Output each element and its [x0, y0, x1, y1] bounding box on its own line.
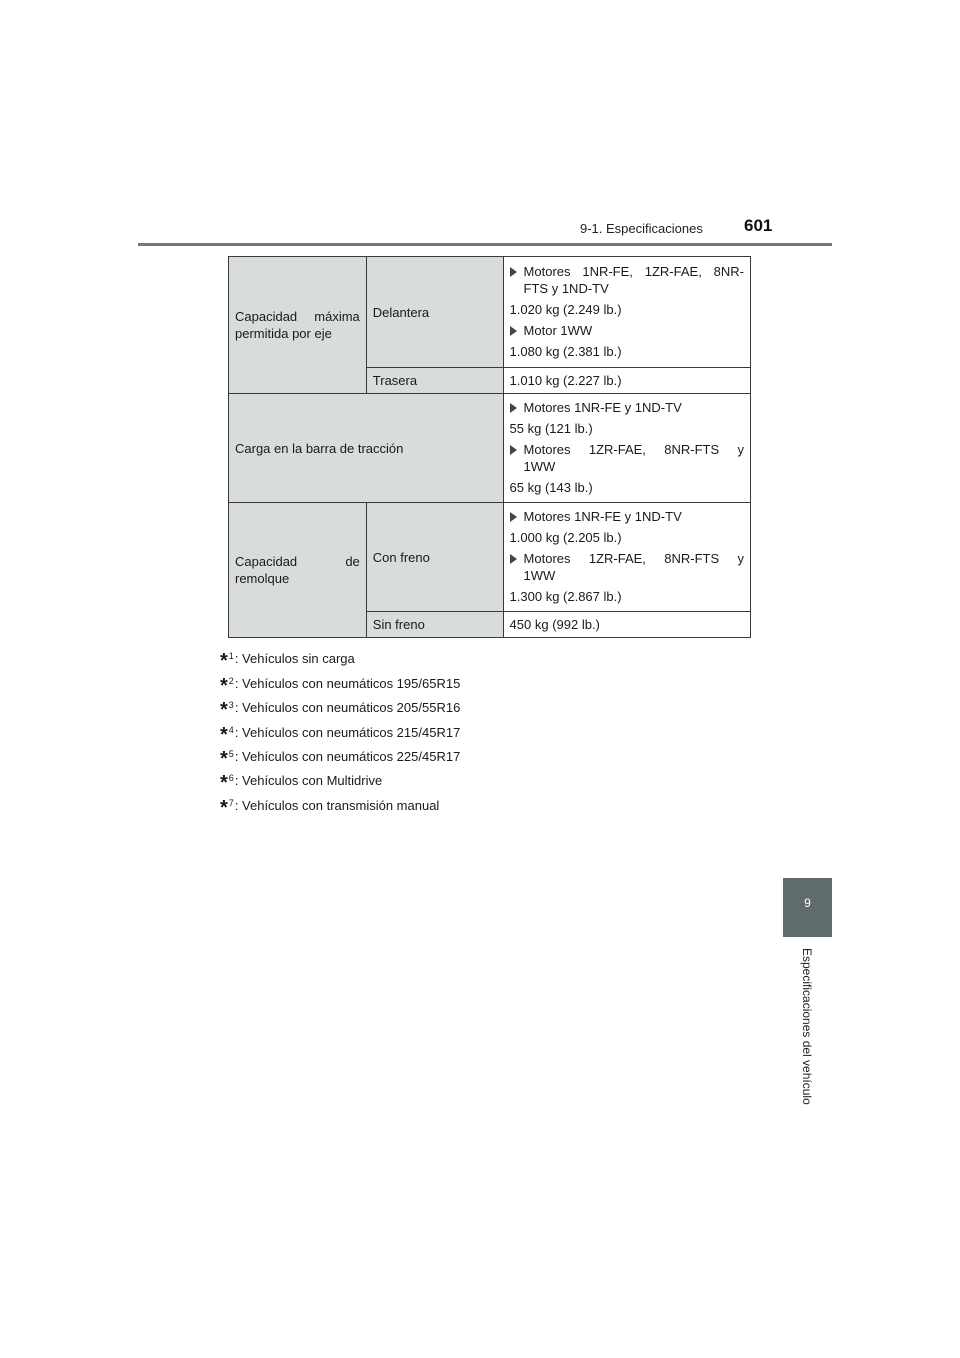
rear-value: 1.010 kg (2.227 lb.): [503, 368, 750, 394]
rear-label: Trasera: [366, 368, 503, 394]
footnote: [220, 788, 460, 819]
footnote-number: 7: [228, 797, 234, 808]
footnote-number: 3: [228, 700, 234, 711]
trailer-label-line2: remolque: [235, 571, 290, 586]
footnote-number: 4: [228, 724, 234, 735]
value-text: 65 kg (143 lb.): [509, 479, 593, 495]
footnotes: [220, 642, 461, 819]
footnote-text: : Vehículos con neumáticos 195/65R15: [234, 675, 461, 691]
bullet-arrow-icon: [510, 403, 517, 413]
footnote: [220, 666, 461, 697]
value-text: 1.000 kg (2.205 lb.): [509, 529, 622, 545]
footnote-text: : Vehículos con neumáticos 215/45R17: [234, 724, 461, 740]
footnote: [220, 642, 460, 673]
chapter-tab-divider: [783, 936, 832, 937]
bullet-text: FTS y 1ND-TV: [523, 280, 609, 296]
front-values: [503, 257, 750, 368]
bullet-arrow-icon: [510, 267, 517, 277]
bullet-text: Motores 1NR-FE y 1ND-TV: [523, 399, 682, 415]
footnote-text: : Vehículos con Multidrive: [234, 773, 383, 789]
value-text: 1.020 kg (2.249 lb.): [509, 301, 622, 317]
footnote-star: *: [220, 796, 228, 819]
footnote-number: 6: [228, 773, 234, 784]
bullet-text: Motores 1ZR-FAE, 8NR-FTS y: [523, 441, 744, 457]
value-text: 55 kg (121 lb.): [509, 420, 593, 436]
header-rule: [138, 243, 832, 246]
table-row: [229, 503, 751, 612]
footnote-number: 2: [228, 675, 234, 686]
value-text: 1.080 kg (2.381 lb.): [509, 343, 622, 359]
footnote-text: : Vehículos con transmisión manual: [234, 797, 440, 813]
footnote-star: *: [220, 747, 228, 770]
footnote-star: *: [220, 650, 228, 673]
footnote-number: 1: [228, 651, 234, 662]
table-row: [229, 394, 751, 503]
chapter-tab: [783, 878, 832, 937]
footnote-text: : Vehículos sin carga: [234, 651, 355, 667]
front-label: Delantera: [366, 257, 503, 368]
footnote-number: 5: [228, 748, 234, 759]
footnote-star: *: [220, 723, 228, 746]
trailer-capacity-label: [229, 503, 367, 638]
without-brake-value: 450 kg (992 lb.): [503, 612, 750, 638]
tow-bar-label: Carga en la barra de tracción: [229, 394, 504, 503]
table-row: [229, 257, 751, 368]
footnote: [220, 740, 461, 770]
footnote-text: : Vehículos con neumáticos 225/45R17: [234, 748, 461, 764]
footnote: [220, 691, 461, 722]
chapter-title: Especificaciones del vehículo: [800, 948, 814, 1105]
axle-label-line2: permitida por eje: [235, 326, 332, 341]
bullet-arrow-icon: [510, 512, 517, 522]
without-brake-label: Sin freno: [366, 612, 503, 638]
axle-capacity-label: [229, 257, 367, 394]
bullet-text: 1WW: [523, 567, 556, 583]
footnote: [220, 715, 461, 746]
bullet-text: Motores 1ZR-FAE, 8NR-FTS y: [523, 550, 744, 566]
header-section-title: 9-1. Especificaciones: [580, 221, 703, 236]
bullet-arrow-icon: [510, 326, 517, 336]
footnote-star: *: [220, 772, 228, 795]
value-text: 1.300 kg (2.867 lb.): [509, 588, 622, 604]
page-number: 601: [744, 216, 773, 235]
bullet-text: 1WW: [523, 458, 556, 474]
with-brake-values: [503, 503, 750, 612]
footnote-star: *: [220, 674, 228, 697]
tow-bar-values: [503, 394, 750, 503]
footnote-text: : Vehículos con neumáticos 205/55R16: [234, 700, 461, 716]
bullet-arrow-icon: [510, 445, 517, 455]
spec-table: [228, 256, 751, 638]
axle-label-line1: Capacidad máxima: [235, 309, 360, 324]
footnote: [220, 764, 460, 795]
bullet-text: Motor 1WW: [523, 322, 593, 338]
bullet-text: Motores 1NR-FE y 1ND-TV: [523, 508, 682, 524]
with-brake-label: Con freno: [366, 503, 503, 612]
trailer-label-line1: Capacidad de: [235, 554, 360, 569]
bullet-arrow-icon: [510, 554, 517, 564]
footnote-star: *: [220, 699, 228, 722]
bullet-text: Motores 1NR-FE, 1ZR-FAE, 8NR-: [523, 263, 744, 279]
chapter-number: 9: [804, 896, 811, 910]
